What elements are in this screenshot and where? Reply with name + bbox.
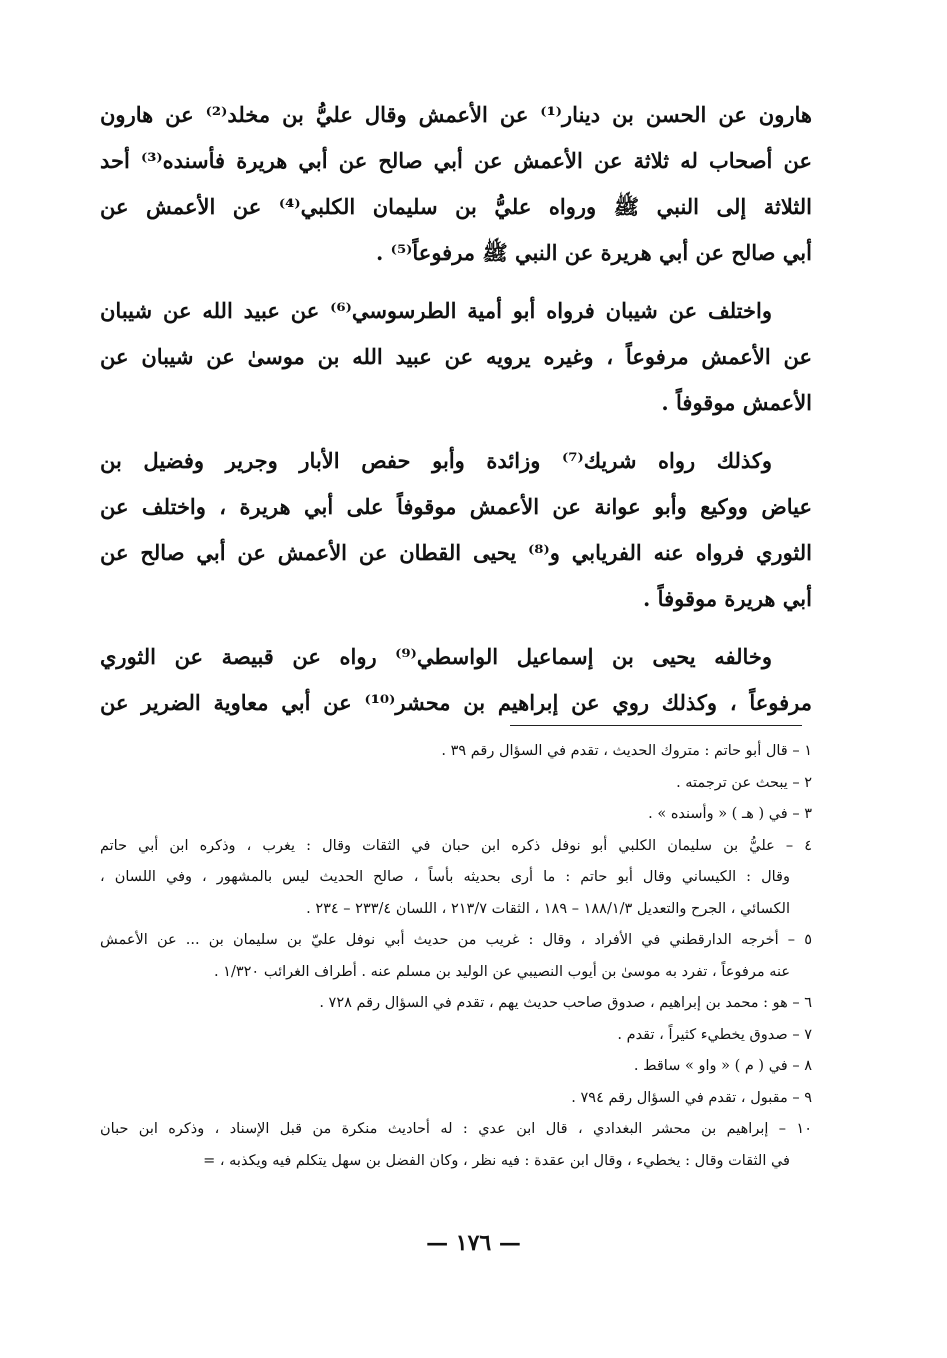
footnote-line: الكسائي ، الجرح والتعديل ١٨٨/١/٣ – ١٨٩ ، الثقات ٢١٣/٧ ، اللسان ٢٣٣/٤ – ٢٣٤ . — [306, 900, 790, 917]
footnote-line: ٧ – صدوق يخطيء كثيراً ، تقدم . — [617, 1026, 812, 1043]
footnote-line: ٣ – في ( هـ ) « وأسنده » . — [648, 806, 812, 822]
main-line: الثلاثة إلى النبي ﷺ ورواه عليُّ بن سليمان الكلبي⁽⁴⁾ عن الأعمش عن — [100, 194, 812, 219]
footnote-line: ٨ – في ( م ) « واو » ساقط . — [633, 1058, 812, 1074]
footnotes — [100, 736, 812, 1177]
main-line: واختلف عن شيبان فرواه أبو أمية الطرسوسي⁽⁶⁾ عن عبيد الله عن شيبان — [100, 298, 772, 323]
main-line: عياض ووكيع وأبو عوانة عن الأعمش موقوفاً على أبي هريرة ، واختلف عن — [100, 494, 812, 519]
main-line: مرفوعاً ، وكذلك روي عن إبراهيم بن محشر⁽¹⁰⁾ عن أبي معاوية الضرير عن — [100, 690, 812, 715]
main-line: الثوري فرواه عنه الفريابي و⁽⁸⁾ يحيى القطان عن الأعمش عن أبي صالح عن — [100, 540, 812, 565]
footnote-line: عنه مرفوعاً ، تفرد به موسىٰ بن أيوب النصيبي عن الوليد بن مسلم عنه . أطراف الغرائب ١/٣٢٠ . — [213, 963, 790, 980]
footnote-line: ٤ – عليُّ بن سليمان الكلبي أبو نوفل ذكره ابن حبان في الثقات وقال : يغرب ، وذكره ابن أبي حاتم — [100, 837, 812, 854]
footnote-line: ٢ – يبحث عن ترجمته . — [676, 774, 812, 791]
main-line: وكذلك رواه شريك⁽⁷⁾ وزائدة وأبو حفص الأبار وجرير وفضيل بن — [100, 448, 773, 473]
footnote-line: في الثقات وقال : يخطيء ، وقال ابن عقدة : فيه نظر ، وكان الفضل بن سهل يتكلم فيه ويكذبه ، = — [203, 1152, 790, 1169]
main-text — [100, 92, 812, 726]
main-line: الأعمش موقوفاً . — [661, 390, 812, 415]
footnote-line: ٩ – مقبول ، تقدم في السؤال رقم ٧٩٤ . — [571, 1089, 812, 1106]
footnote-line: ١ – قال أبو حاتم : متروك الحديث ، تقدم في السؤال رقم ٣٩ . — [441, 743, 812, 759]
paragraph-gap — [100, 276, 812, 288]
paragraph-gap — [100, 622, 812, 634]
footnote-line: ٦ – هو : محمد بن إبراهيم ، صدوق صاحب حديث يهم ، تقدم في السؤال رقم ٧٢٨ . — [319, 995, 812, 1011]
main-line: أبي صالح عن أبي هريرة عن النبي ﷺ مرفوعاً⁽⁵⁾ . — [376, 240, 812, 265]
main-line: عن الأعمش مرفوعاً ، وغيره يرويه عن عبيد الله بن موسىٰ عن شيبان عن — [100, 344, 812, 369]
main-line: أبي هريرة موقوفاً . — [643, 586, 812, 611]
footnote-separator — [510, 725, 802, 726]
footnote-line: ٥ – أخرجه الدارقطني في الأفراد ، وقال : غريب من حديث أبي نوفل عليّ بن سليمان بن ... عن الأعمش — [100, 932, 812, 948]
page-number: — ١٧٦ — — [426, 1230, 521, 1256]
paragraph-gap — [100, 426, 812, 438]
main-line: وخالفه يحيى بن إسماعيل الواسطي⁽⁹⁾ رواه عن قبيصة عن الثوري — [100, 644, 772, 669]
footnote-line: وقال : الكيساني وقال أبو حاتم : ما أرى بحديثه بأساً ، صالح الحديث ليس بالمشهور ، وفي اللسان ، — [100, 869, 790, 885]
footnote-line: ١٠ – إبراهيم بن محشر البغدادي ، قال ابن عدي : له أحاديث منكرة من قبل الإسناد ، وذكره ابن حبان — [100, 1121, 812, 1137]
main-line: عن أصحاب له ثلاثة عن الأعمش عن أبي صالح عن أبي هريرة فأسنده⁽³⁾ أحد — [100, 148, 812, 173]
main-line: هارون عن الحسن بن دينار⁽¹⁾ عن الأعمش وقال عليُّ بن مخلد⁽²⁾ عن هارون — [100, 102, 812, 127]
